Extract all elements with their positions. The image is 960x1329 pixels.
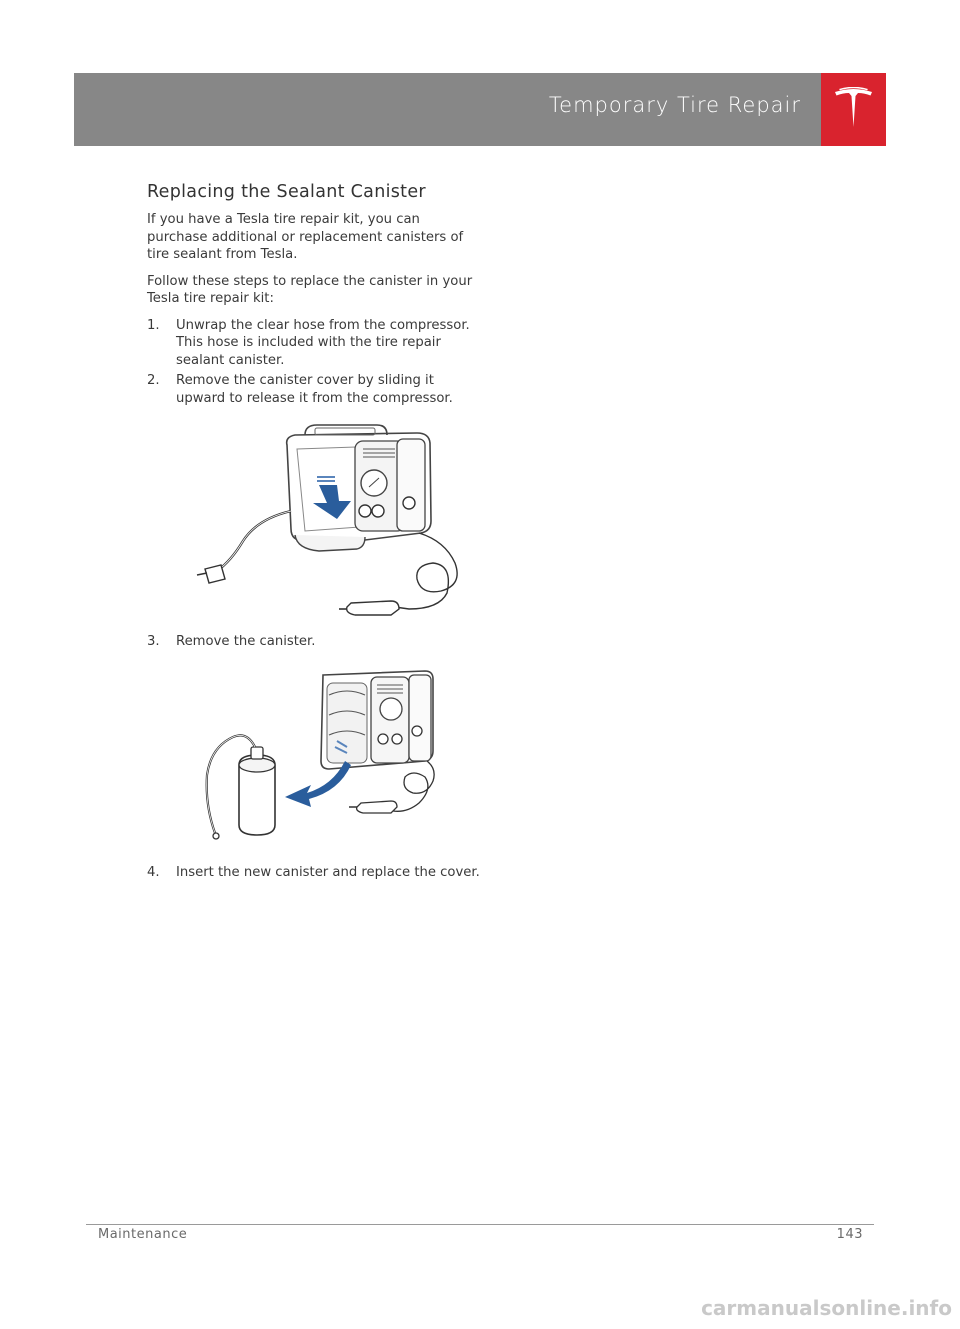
step-number: 2.	[147, 373, 160, 388]
logo-box	[821, 73, 886, 146]
main-content	[147, 182, 483, 884]
compressor-cover-illustration	[187, 423, 462, 619]
step-number: 4.	[147, 864, 160, 880]
lead-paragraph: Follow these steps to replace the canister in your Tesla tire repair kit:	[147, 273, 473, 306]
header-bar	[74, 73, 821, 146]
footer-section-name: Maintenance	[98, 1227, 188, 1242]
step-1	[147, 317, 483, 370]
section-title: Replacing the Sealant Canister	[147, 182, 426, 202]
step-text: Remove the canister cover by sliding it upward to release it from the compressor.	[176, 373, 453, 406]
canister-removal-illustration	[187, 665, 437, 850]
step-text: Remove the canister.	[176, 634, 316, 649]
watermark: carmanualsonline.info	[701, 1296, 952, 1320]
step-2	[147, 372, 483, 407]
step-number: 3.	[147, 634, 160, 649]
step-number: 1.	[147, 317, 160, 333]
intro-paragraph: If you have a Tesla tire repair kit, you can purchase additional or replacement canisters of tire sealant from Tesla.	[147, 212, 464, 262]
footer-page-number: 143	[836, 1227, 863, 1242]
step-3	[147, 633, 483, 651]
step-text: Insert the new canister and replace the cover.	[176, 864, 480, 880]
step-4	[147, 864, 483, 882]
footer-divider	[86, 1224, 874, 1225]
page-header-title: Temporary Tire Repair	[548, 93, 801, 117]
step-text: Unwrap the clear hose from the compressor. This hose is included with the tire repair sealant canister.	[176, 317, 470, 368]
tesla-logo-icon	[833, 87, 874, 131]
